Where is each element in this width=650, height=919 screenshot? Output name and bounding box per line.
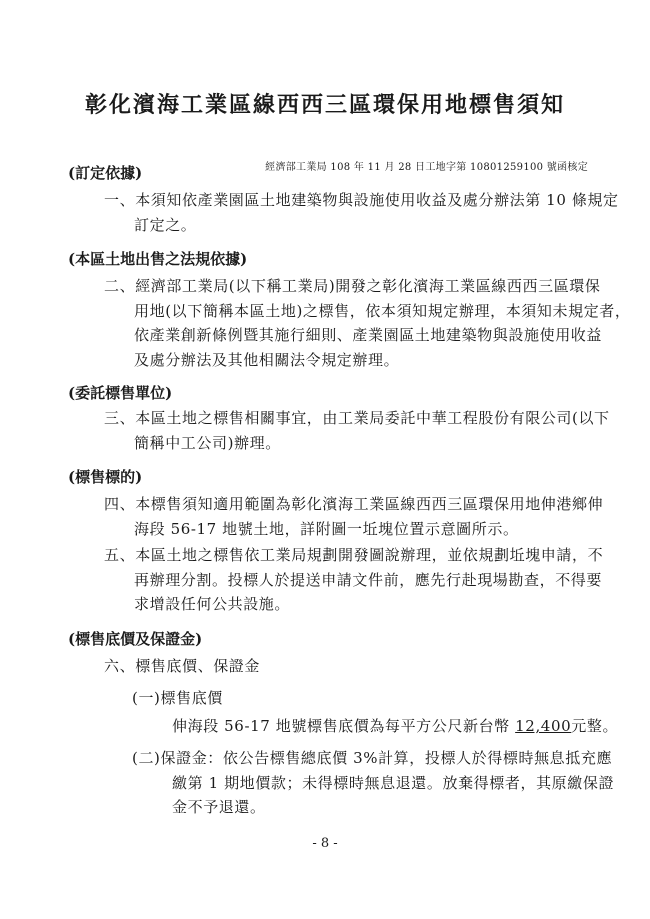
clause-line: 依產業創新條例暨其施行細則、產業園區土地建築物與設施使用收益 (134, 326, 603, 344)
section-heading-basis: (訂定依據) (68, 164, 143, 182)
section-heading-agency: (委託標售單位) (68, 384, 173, 402)
clause-line: 海段 56-17 地號土地，詳附圖一坵塊位置示意圖所示。 (134, 519, 519, 538)
clause-number: 三、 (104, 409, 136, 427)
clause-line: 簡稱中工公司)辦理。 (134, 433, 281, 452)
base-price-unit: 元整。 (571, 717, 619, 735)
clause-line: 本須知依產業園區土地建築物與設施使用收益及處分辦法第 10 條規定 (135, 191, 619, 209)
clause-line: 本區土地之標售依工業局規劃開發圖說辦理，並依規劃坵塊申請，不 (135, 546, 604, 564)
clause-line: 經濟部工業局(以下稱工業局)開發之彰化濱海工業區線西西三區環保 (135, 277, 601, 295)
clause-line: 及處分辦法及其他相關法令規定辦理。 (134, 350, 400, 369)
clause-text: 標售底價、保證金 (135, 657, 261, 675)
clause-line: 本區土地之標售相關事宜，由工業局委託中華工程股份有限公司(以下 (135, 409, 610, 427)
clause-line: 求增設任何公共設施。 (134, 595, 291, 613)
sub-clause-1-body (172, 714, 618, 739)
sub-clause-2 (132, 746, 614, 820)
clause-3 (104, 406, 610, 455)
clause-number: 五、 (104, 546, 136, 564)
clause-line: 用地(以下簡稱本區土地)之標售，依本須知規定辦理，本須知未規定者， (134, 301, 631, 320)
clause-number: 一、 (104, 191, 136, 209)
clause-line: 金不予退還。 (172, 798, 266, 816)
section-heading-price: (標售底價及保證金) (68, 630, 203, 648)
base-price-text: 伸海段 56-17 地號標售底價為每平方公尺新台幣 (172, 717, 510, 735)
clause-number: 六、 (104, 657, 136, 675)
clause-line: 再辦理分割。投標人於提送申請文件前，應先行赴現場勘查，不得要 (134, 570, 603, 589)
clause-2 (104, 274, 631, 372)
approval-note: 經濟部工業局 108 年 11 月 28 日工地字第 10801259100 號函核定 (265, 162, 588, 173)
clause-line: 繳第 1 期地價款；未得標時無息退還。放棄得標者，其原繳保證 (172, 773, 615, 792)
clause-5 (104, 543, 603, 617)
clause-1 (104, 188, 619, 237)
clause-number: 二、 (104, 277, 136, 295)
clause-4 (104, 492, 603, 541)
base-price-amount: 12,400 (515, 717, 572, 735)
clause-line: 訂定之。 (134, 215, 197, 234)
clause-6 (104, 654, 260, 679)
section-heading-regulations: (本區土地出售之法規依據) (68, 250, 248, 268)
document-title: 彰化濱海工業區線西西三區環保用地標售須知 (84, 92, 565, 118)
clause-line: (二)保證金：依公告標售總底價 3%計算，投標人於得標時無息抵充應 (132, 749, 613, 767)
clause-number: 四、 (104, 495, 136, 513)
page-number: - 8 - (312, 836, 338, 851)
clause-line: 本標售須知適用範圍為彰化濱海工業區線西西三區環保用地伸港鄉伸 (135, 495, 604, 513)
section-heading-target: (標售標的) (68, 468, 143, 486)
sub-clause-1-label: (一)標售底價 (132, 689, 223, 707)
